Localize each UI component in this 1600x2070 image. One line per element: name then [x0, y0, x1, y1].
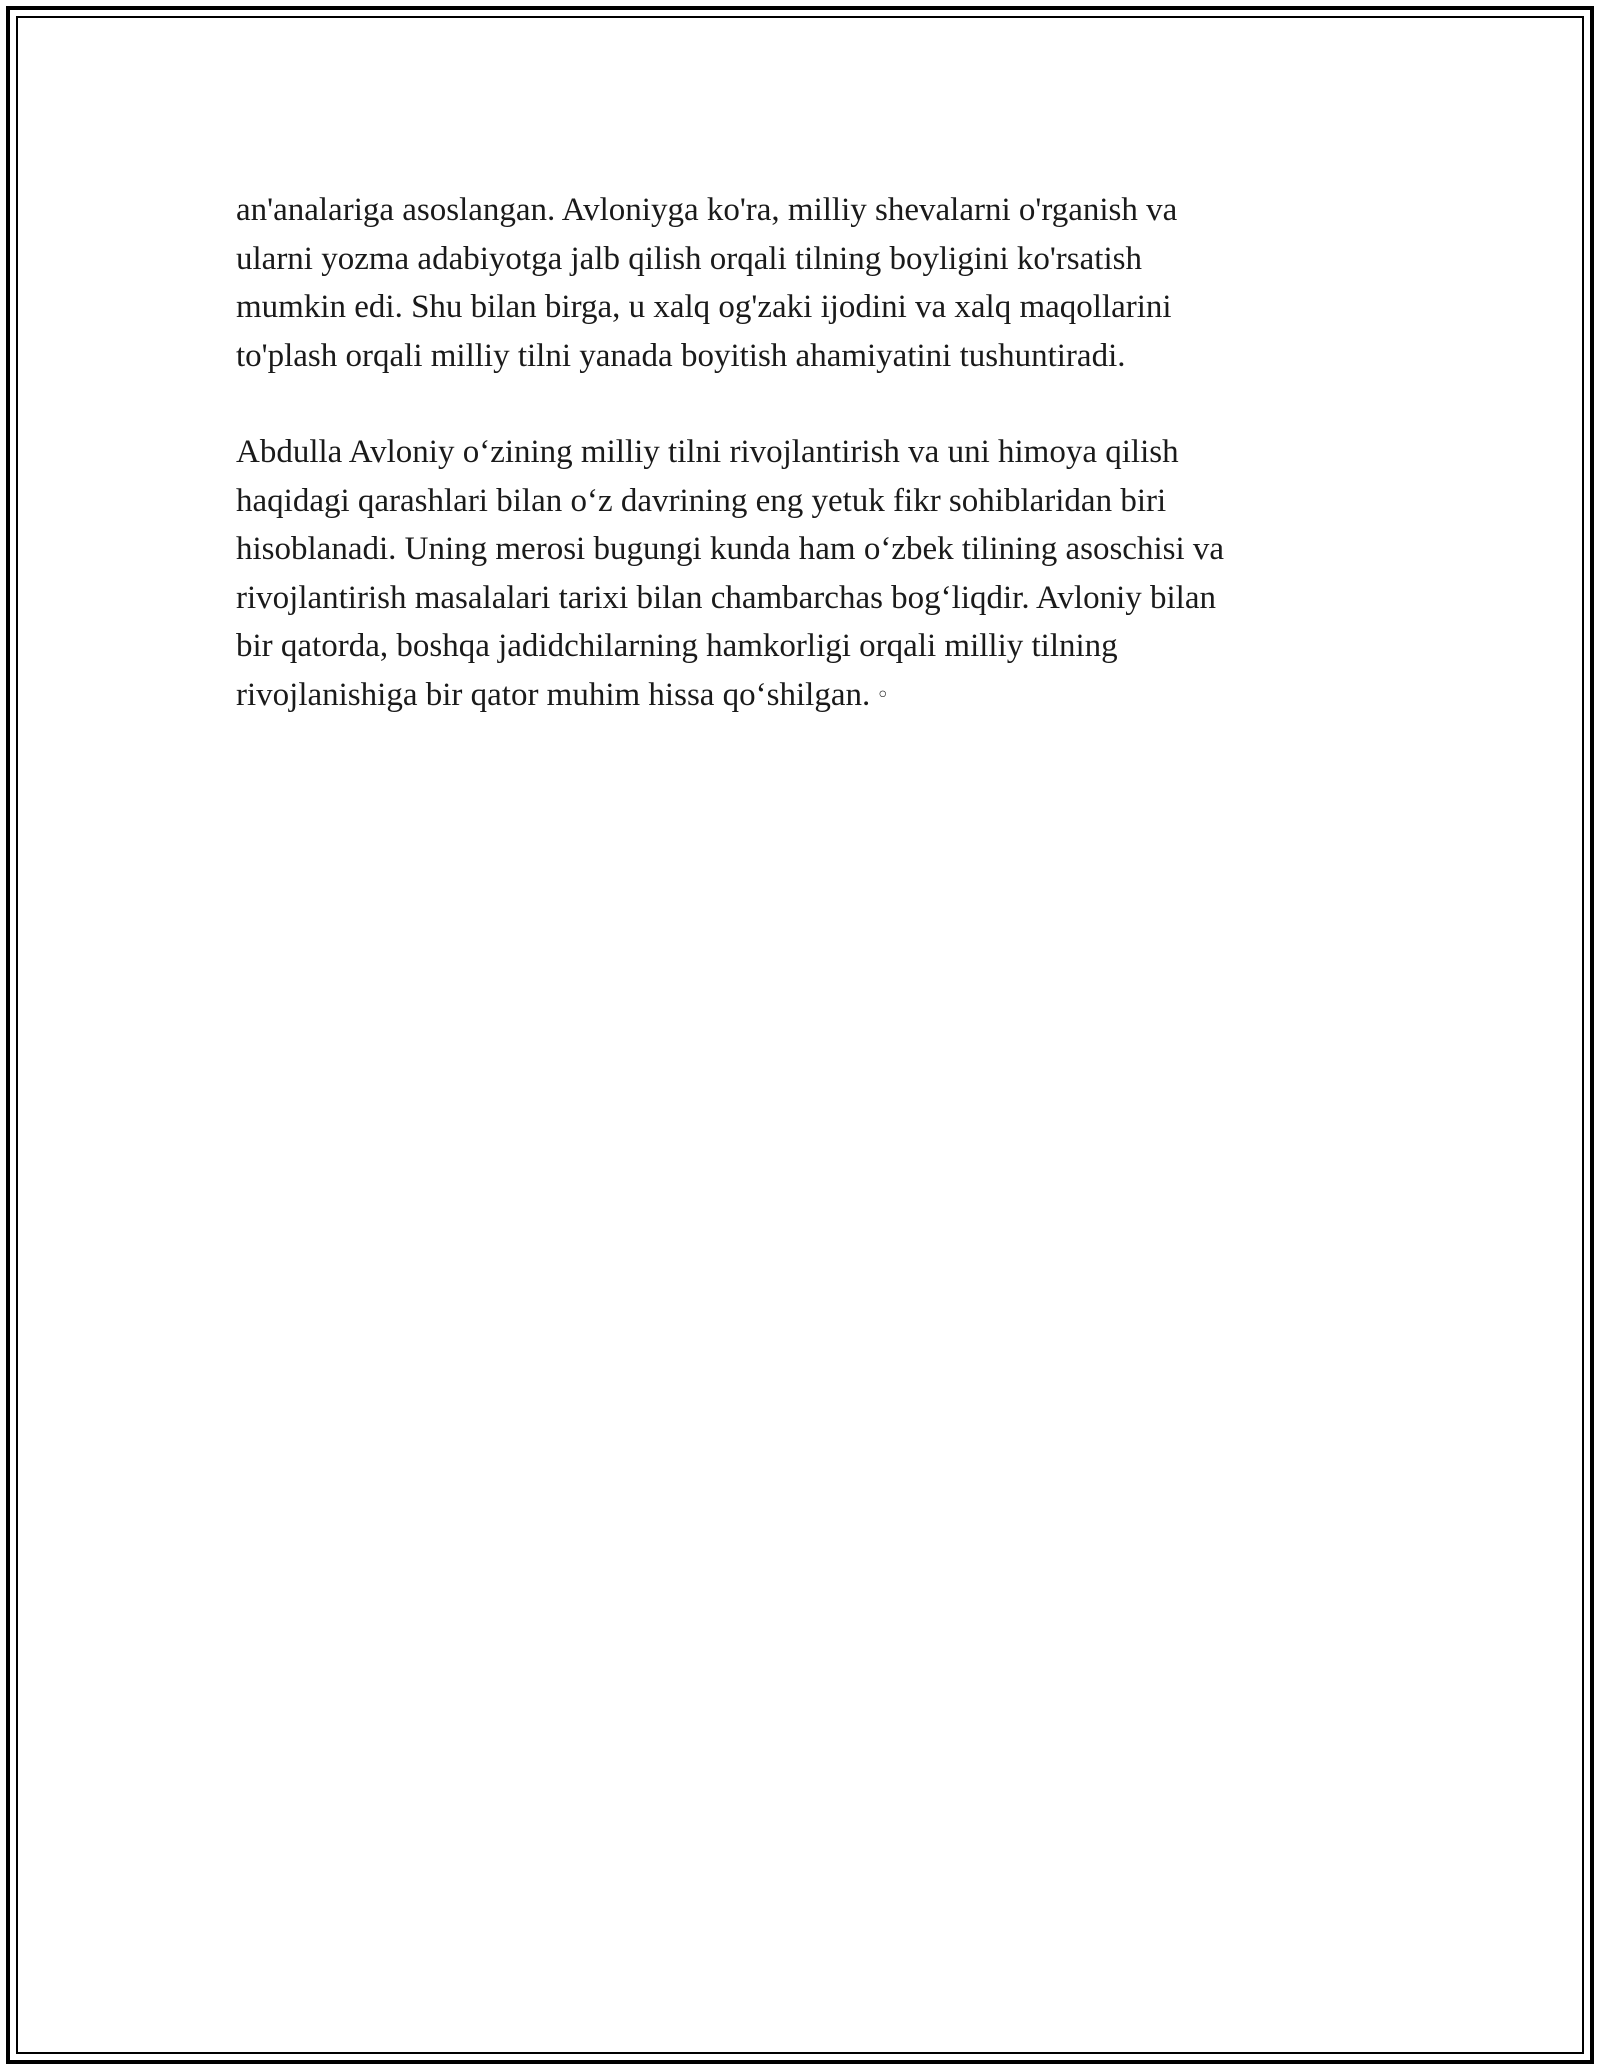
text-line: Abdulla Avloniy o‘zining milliy tilni rivojlantirish va uni himoya qilish: [236, 434, 1179, 470]
document-body: [236, 186, 1376, 720]
text-line: haqidagi qarashlari bilan o‘z davrining eng yetuk fikr sohiblaridan biri: [236, 482, 1167, 519]
text-line: bir qatorda, boshqa jadidchilarning hamkorligi orqali milliy tilning: [236, 628, 1118, 664]
text-line: rivojlantirish masalalari tarixi bilan chambarchas bog‘liqdir. Avloniy bilan: [236, 579, 1216, 616]
text-line: mumkin edi. Shu bilan birga, u xalq og'zaki ijodini va xalq maqollarini: [236, 289, 1172, 325]
text-line: to'plash orqali milliy tilni yanada boyitish ahamiyatini tushuntiradi.: [236, 337, 1126, 374]
paragraph-1: [236, 186, 1376, 380]
text-line-content: rivojlanishiga bir qator muhim hissa qo‘shilgan.: [236, 676, 871, 713]
text-line: hisoblanadi. Uning merosi bugungi kunda ham o‘zbek tilining asoschisi va: [236, 531, 1225, 567]
paragraph-spacer: [236, 380, 1376, 428]
ring-mark-icon: ◦: [876, 682, 890, 708]
text-line: an'analariga asoslangan. Avloniyga ko'ra, milliy shevalarni o'rganish va: [236, 192, 1178, 228]
text-line: ularni yozma adabiyotga jalb qilish orqali tilning boyligini ko'rsatish: [236, 240, 1142, 277]
paragraph-2: [236, 428, 1376, 720]
text-line-last: [236, 671, 1376, 721]
